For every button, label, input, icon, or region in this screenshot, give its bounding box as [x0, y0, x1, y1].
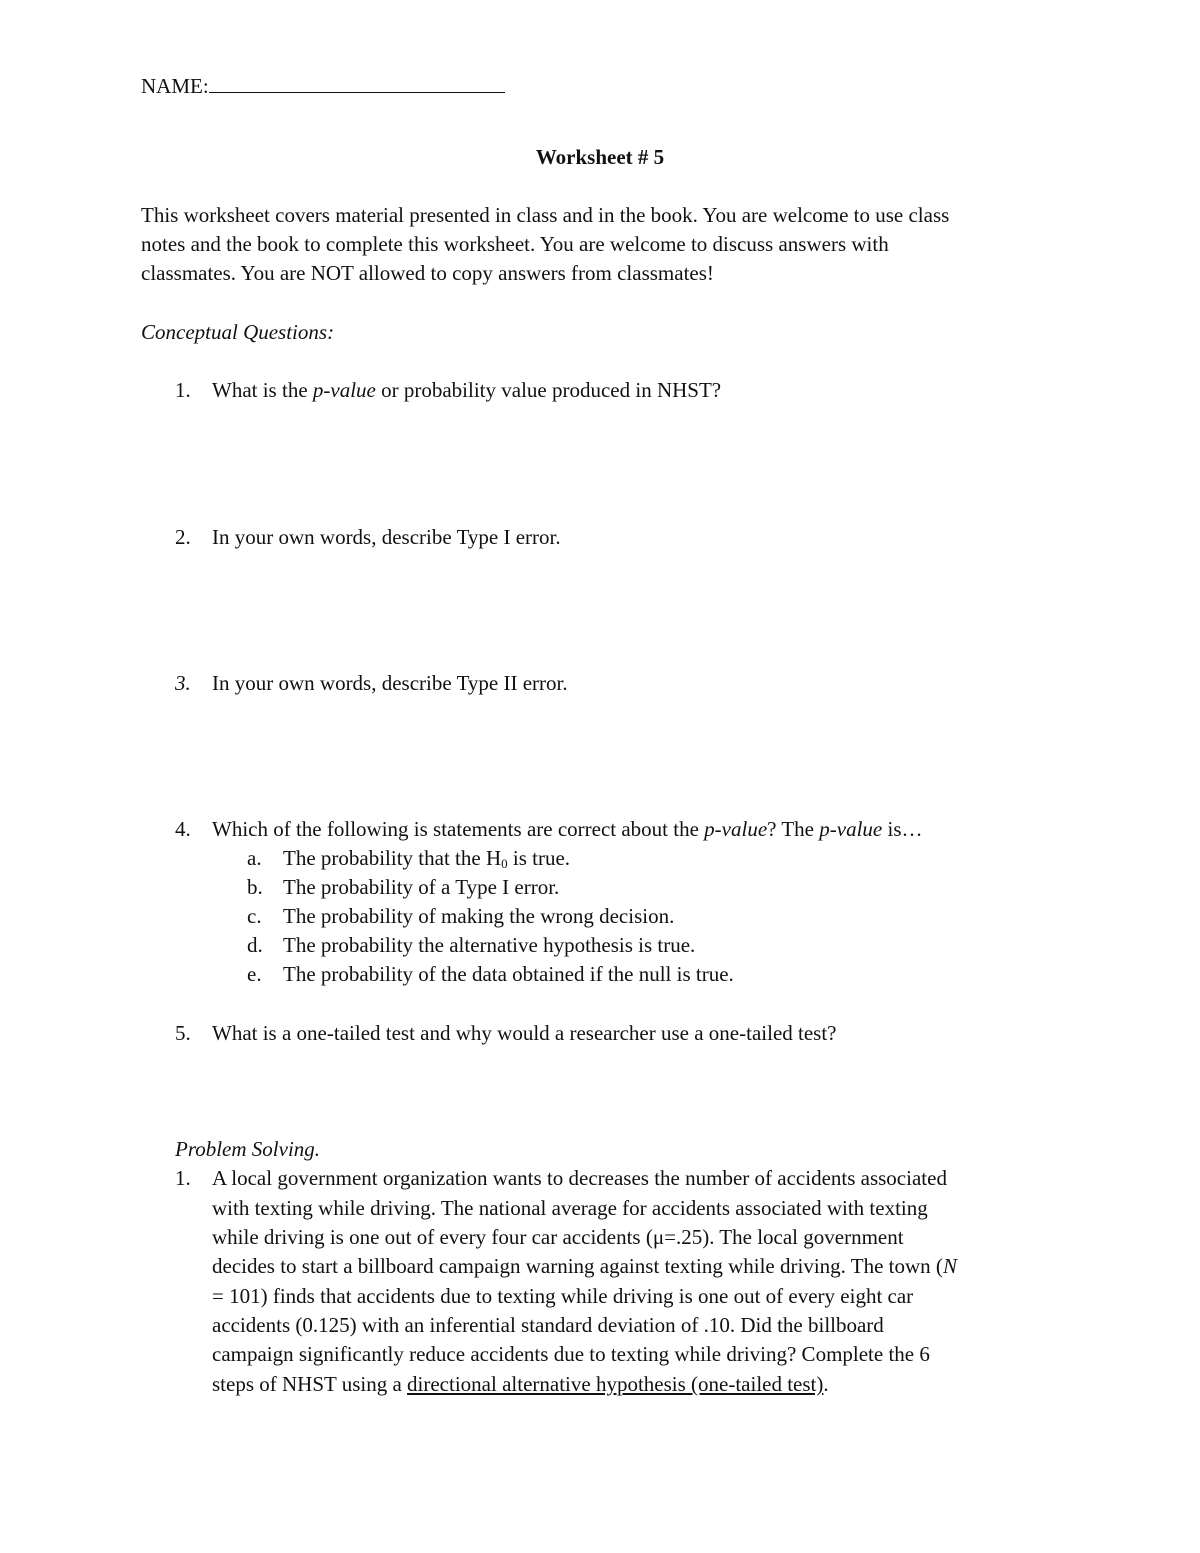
option-text: The probability of making the wrong decision. — [283, 904, 675, 928]
intro-line: notes and the book to complete this worksheet. You are welcome to discuss answers with — [141, 232, 889, 256]
question-text — [212, 378, 721, 403]
problem-text-part: . — [823, 1372, 829, 1396]
question-number: 4. — [175, 817, 191, 841]
option-label: b. — [247, 875, 263, 899]
name-field — [141, 74, 505, 99]
question-text-part: Which of the following is statements are correct about the — [212, 817, 705, 841]
name-label: NAME: — [141, 74, 209, 98]
problem-line: A local government organization wants to decreases the number of accidents associated — [212, 1166, 947, 1190]
problem-text-part: decides to start a billboard campaign warning against texting while driving. The town ( — [212, 1254, 943, 1278]
intro-line: This worksheet covers material presented in class and in the book. You are welcome to use class — [141, 203, 950, 227]
question-text: What is a one-tailed test and why would a researcher use a one-tailed test? — [212, 1021, 837, 1045]
problem-line — [212, 1372, 829, 1397]
problem-number: 1. — [175, 1166, 191, 1190]
option-text: The probability the alternative hypothesis is true. — [283, 933, 696, 957]
question-text-part: ? The — [767, 817, 820, 841]
question-number: 2. — [175, 525, 191, 549]
question-number: 5. — [175, 1021, 191, 1045]
problem-text-part: steps of NHST using a — [212, 1372, 408, 1396]
p-value-term: p-value — [704, 817, 768, 841]
subscript-zero: 0 — [501, 856, 508, 871]
question-number: 3. — [175, 671, 191, 695]
option-label: c. — [247, 904, 262, 928]
intro-line: classmates. You are NOT allowed to copy answers from classmates! — [141, 261, 714, 285]
question-text: In your own words, describe Type II error. — [212, 671, 568, 695]
problem-solving-heading: Problem Solving. — [175, 1137, 321, 1161]
problem-line — [212, 1254, 957, 1279]
option-text: The probability of a Type I error. — [283, 875, 560, 899]
page-title: Worksheet # 5 — [535, 145, 665, 169]
option-label: a. — [247, 846, 262, 870]
question-text: In your own words, describe Type I error. — [212, 525, 561, 549]
p-value-term: p-value — [819, 817, 883, 841]
question-text-part: What is the — [212, 378, 313, 402]
name-blank-line[interactable] — [209, 76, 505, 93]
p-value-term: p-value — [312, 378, 376, 402]
problem-line: with texting while driving. The national average for accidents associated with texting — [212, 1196, 928, 1220]
question-text-part: or probability value produced in NHST? — [375, 378, 722, 402]
problem-line: accidents (0.125) with an inferential standard deviation of .10. Did the billboard — [212, 1313, 884, 1337]
question-text — [212, 817, 923, 842]
option-text — [283, 846, 570, 871]
option-text: The probability of the data obtained if the null is true. — [283, 962, 734, 986]
problem-line: campaign significantly reduce accidents due to texting while driving? Complete the 6 — [212, 1342, 930, 1366]
option-text-part: The probability that the H — [283, 846, 502, 870]
conceptual-heading: Conceptual Questions: — [141, 320, 335, 344]
sample-size-symbol: N — [942, 1254, 957, 1278]
underlined-instruction: directional alternative hypothesis (one-tailed test) — [407, 1372, 824, 1396]
option-label: d. — [247, 933, 263, 957]
option-label: e. — [247, 962, 262, 986]
problem-line: while driving is one out of every four car accidents (μ=.25). The local government — [212, 1225, 904, 1249]
question-number: 1. — [175, 378, 191, 402]
question-text-part: is… — [882, 817, 923, 841]
option-text-part: is true. — [507, 846, 571, 870]
problem-line: = 101) finds that accidents due to texting while driving is one out of every eight car — [212, 1284, 914, 1308]
